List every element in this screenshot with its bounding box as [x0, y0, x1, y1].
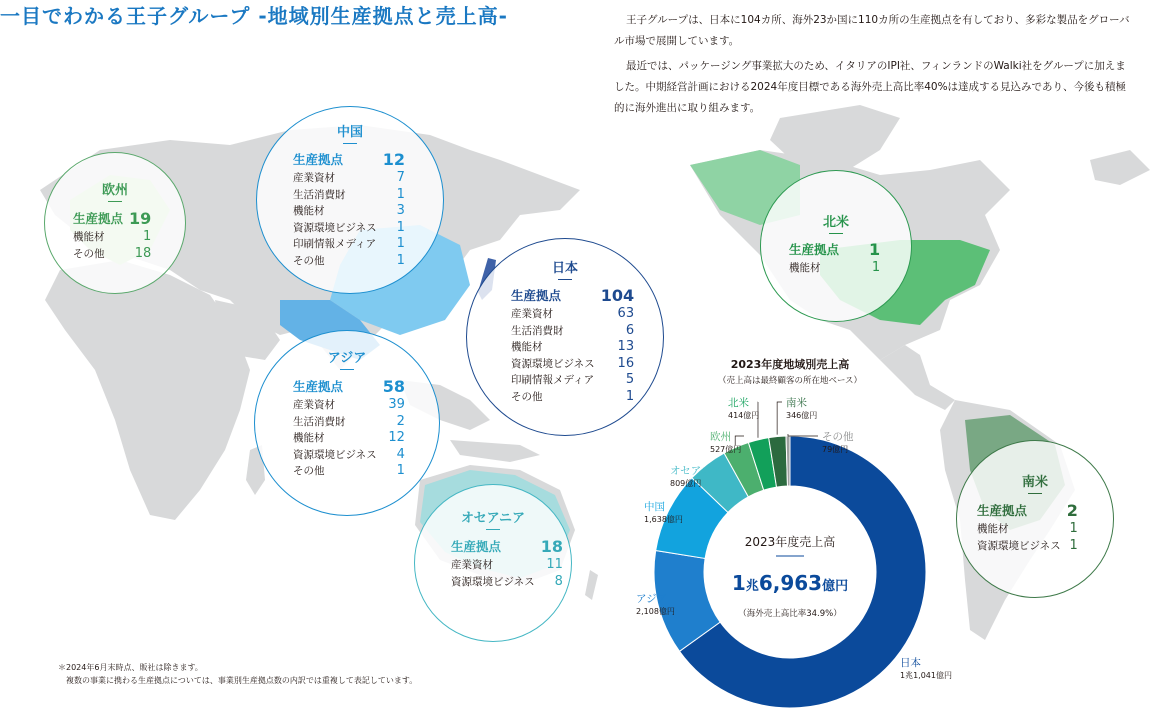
- table-row: その他 1: [293, 252, 405, 268]
- total-row: 生産拠点 2: [977, 501, 1078, 520]
- region-table: [73, 209, 151, 262]
- page-title: 一目でわかる王子グループ -地域別生産拠点と売上高-: [0, 4, 508, 28]
- table-row: 機能材 1: [977, 521, 1078, 536]
- table-row: 資源環境ビジネス 1: [293, 219, 405, 235]
- table-row: その他 1: [293, 463, 405, 478]
- table-row: 資源環境ビジネス 1: [977, 537, 1078, 553]
- region-name: 北米: [822, 215, 849, 230]
- table-row: 産業資材 11: [451, 557, 563, 572]
- chart-title: 2023年度地域別売上高: [730, 358, 850, 371]
- table-row: 印刷情報メディア 1: [293, 236, 405, 251]
- total-row: 生産拠点 104: [511, 286, 635, 305]
- region-name: 南米: [1021, 475, 1048, 490]
- table-row: 機能材 13: [511, 339, 635, 354]
- table-row: 資源環境ビジネス 16: [511, 355, 635, 371]
- table-row: 機能材 1: [73, 229, 152, 244]
- total-row: 生産拠点 58: [293, 377, 405, 396]
- region-table: [451, 537, 563, 590]
- slice-label-value: 2,108億円: [636, 607, 675, 616]
- slice-leader-line: [777, 402, 782, 435]
- region-name: 日本: [551, 261, 578, 276]
- table-row: 資源環境ビジネス 4: [293, 446, 405, 462]
- footnotes: [58, 661, 417, 687]
- table-row: 機能材 12: [293, 430, 405, 445]
- region-name: アジア: [327, 351, 367, 366]
- table-row: 産業資材 63: [511, 306, 635, 321]
- slice-leader-line: [735, 436, 744, 445]
- center-title: 2023年度売上高: [744, 535, 836, 549]
- table-row: 産業資材 39: [293, 397, 405, 412]
- total-row: 生産拠点 12: [293, 150, 405, 169]
- slice-label-name: 欧州: [710, 431, 731, 443]
- table-row: 生活消費財 1: [293, 186, 405, 202]
- region-circle-china: [256, 106, 444, 294]
- sales-donut-chart: [600, 330, 1000, 715]
- slice-label-value: 527億円: [710, 445, 742, 454]
- footnote-2: 複数の事業に携わる生産拠点については、事業別生産拠点数の内訳では重複して表記しています。: [66, 676, 418, 685]
- region-circle-north-america: [760, 170, 912, 322]
- slice-label-name: アジア: [636, 593, 668, 605]
- slice-label-value: 809億円: [670, 479, 702, 488]
- table-row: 機能材 1: [789, 260, 881, 275]
- region-circle-europe: [44, 152, 186, 294]
- slice-label-name: 北米: [728, 397, 749, 409]
- slice-label-name: オセアニア: [670, 465, 722, 477]
- table-row: 生活消費財 6: [511, 322, 635, 338]
- table-row: その他 1: [511, 388, 635, 404]
- slice-label-value: 414億円: [728, 411, 760, 420]
- center-total-amount: 6,963: [758, 571, 823, 595]
- table-row: 資源環境ビジネス 8: [451, 573, 563, 589]
- slice-leader-line: [788, 434, 818, 436]
- table-row: 産業資材 7: [293, 170, 405, 185]
- slice-label-name: 日本: [900, 657, 921, 669]
- center-note: （海外売上高比率34.9%）: [738, 609, 842, 619]
- total-row: 生産拠点 19: [73, 209, 152, 228]
- region-table: [293, 150, 405, 269]
- slice-label-name: その他: [822, 431, 854, 443]
- table-row: 生活消費財 2: [293, 413, 405, 429]
- total-row: 生産拠点 18: [451, 537, 563, 556]
- center-total-unit2: 億円: [822, 579, 849, 594]
- region-table: [789, 240, 880, 277]
- region-name: オセアニア: [461, 511, 525, 526]
- table-row: その他 18: [73, 245, 152, 261]
- region-circle-asia: [254, 330, 440, 516]
- slice-label-value: 346億円: [786, 411, 818, 420]
- slice-label-name: 南米: [786, 397, 807, 409]
- intro-paragraph-1: 王子グループは、日本に104カ所、海外23か国に110カ所の生産拠点を有しており、多彩な製品をグローバル市場で展開しています。: [614, 14, 1130, 47]
- region-circle-oceania: [414, 484, 572, 642]
- slice-label-value: 1兆1,041億円: [900, 671, 952, 680]
- table-row: 機能材 3: [293, 203, 405, 218]
- table-row: 印刷情報メディア 5: [511, 372, 635, 387]
- chart-subtitle: （売上高は最終顧客の所在地ベース）: [717, 376, 863, 386]
- center-total-prefix: 1: [731, 571, 746, 595]
- footnote-1: ＊2024年6月末時点、販社は除きます。: [58, 663, 203, 672]
- slice-label-value: 79億円: [822, 445, 849, 454]
- total-row: 生産拠点 1: [789, 240, 881, 259]
- region-name: 中国: [336, 125, 363, 140]
- slice-label-value: 1,638億円: [644, 515, 683, 524]
- region-name: 欧州: [101, 183, 128, 198]
- slice-label-name: 中国: [644, 501, 665, 513]
- intro-paragraph-2: 最近では、パッケージング事業拡大のため、イタリアのIPI社、フィンランドのWalki社をグループに加えました。中期経営計画における2024年度目標である海外売上高比率40%は達成する見込みであり、今後も積極的に海外進出に取り組みます。: [614, 60, 1127, 114]
- center-total-unit1: 兆: [745, 579, 759, 594]
- region-table: [293, 377, 405, 480]
